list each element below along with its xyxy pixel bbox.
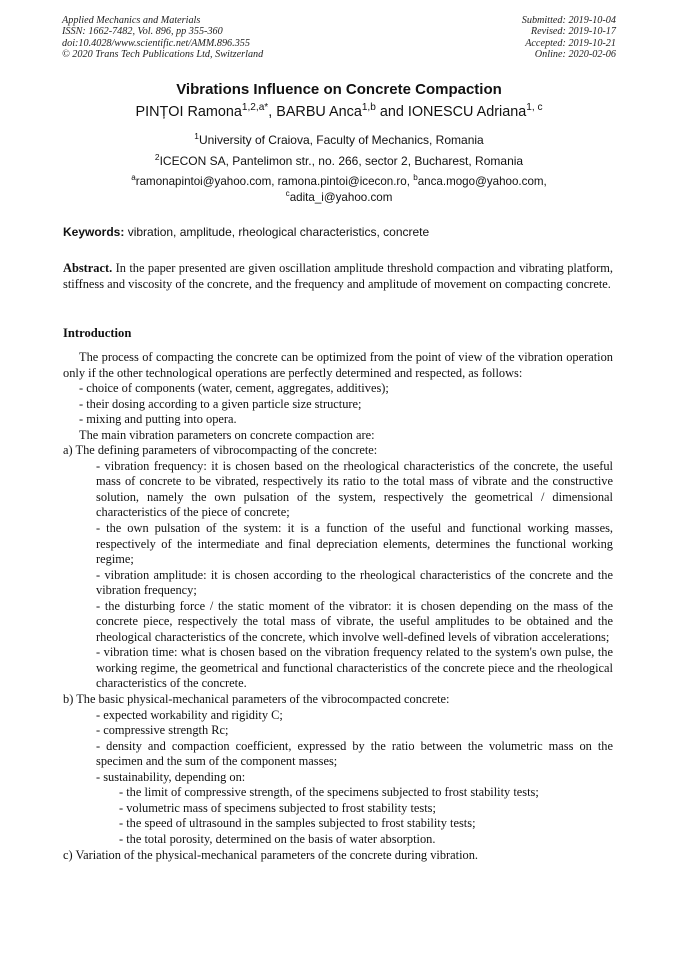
- email-marker: b: [413, 173, 418, 183]
- email-marker: c: [285, 189, 290, 199]
- author-2: BARBU Anca: [276, 104, 362, 120]
- keywords: [63, 225, 623, 239]
- submission-dates: [522, 15, 616, 60]
- list-item: - expected workability and rigidity C;: [96, 707, 283, 722]
- section-heading-introduction: Introduction: [63, 326, 132, 340]
- author-2-affil: 1,b: [361, 102, 376, 114]
- sub-list-item: - the speed of ultrasound in the samples subjected to frost stability tests;: [119, 816, 476, 831]
- journal-copyright: © 2020 Trans Tech Publications Ltd, Switzerland: [62, 48, 264, 60]
- list-heading-b: b) The basic physical-mechanical parameters of the vibrocompacted concrete:: [63, 692, 450, 707]
- author-3: IONESCU Adriana: [407, 104, 527, 120]
- email-a[interactable]: ramonapintoi@yahoo.com, ramona.pintoi@icecon.ro,: [135, 175, 414, 188]
- list-item: - mixing and putting into opera.: [79, 412, 237, 427]
- author-sep: and: [375, 104, 408, 120]
- abstract: [63, 261, 613, 292]
- author-1-affil: 1,2,a*: [241, 102, 269, 114]
- affiliation-number: 1: [194, 131, 199, 141]
- journal-issn: ISSN: 1662-7482, Vol. 896, pp 355-360: [62, 26, 223, 38]
- author-1: PINȚOI Ramona: [135, 104, 242, 120]
- keywords-text: vibration, amplitude, rheological characteristics, concrete: [124, 225, 430, 239]
- author-3-affil: 1, c: [526, 102, 543, 114]
- list-item: - the disturbing force / the static moment of the vibrator: it is chosen depending on the mass of the concrete piece, respectively the total mass of vibrate, the useful amplitudes to be obtained and the rheological characteristics of the concrete, which involve well-defined levels of vibration accelerations;: [96, 598, 613, 644]
- sub-list-item: - the limit of compressive strength, of the specimens subjected to frost stability tests;: [119, 785, 539, 800]
- author-emails: [0, 174, 678, 206]
- paper-title: Vibrations Influence on Concrete Compaction: [176, 81, 502, 98]
- author-list: [0, 104, 678, 120]
- introduction-body: [63, 350, 613, 863]
- email-c[interactable]: adita_i@yahoo.com: [289, 191, 393, 204]
- affiliation-2: [0, 154, 678, 168]
- keywords-label: Keywords:: [63, 225, 125, 239]
- date-submitted: Submitted: 2019-10-04: [521, 15, 616, 26]
- affiliation-number: 2: [154, 152, 160, 162]
- list-item: - density and compaction coefficient, expressed by the ratio between the volumetric mass on the specimen and the sum of the component masses;: [96, 738, 613, 769]
- list-item: - vibration time: what is chosen based on the vibration frequency related to the system's own pulse, the working regime, the geometrical and functional characteristics of the concrete piece and the rheological characteristics of the concrete.: [96, 645, 613, 691]
- email-marker: a: [131, 173, 136, 183]
- list-item: - the own pulsation of the system: it is a function of the useful and functional working masses, respectively of the intermediate and final depreciation elements, determines the functional working regime;: [96, 521, 613, 567]
- affiliation-text: University of Craiova, Faculty of Mechanics, Romania: [198, 133, 484, 147]
- paragraph: The process of compacting the concrete can be optimized from the point of view of the vibration operation only if the other technological operations are perfectly determined and respected, as follows:: [63, 350, 613, 380]
- list-item: - sustainability, depending on:: [96, 769, 246, 784]
- list-item: - vibration frequency: it is chosen based on the rheological characteristics of the concrete, the useful mass of concrete to be vibrated, respectively its ratio to the total mass of vibrate and the constructive solution, namely the own pulsation of the system, respectively the geometrical / dimensional characteristics of the piece of concrete;: [96, 458, 613, 520]
- list-heading-c: c) Variation of the physical-mechanical parameters of the concrete during vibration.: [63, 847, 479, 862]
- date-accepted: Accepted: 2019-10-21: [525, 37, 616, 49]
- date-online: Online: 2020-02-06: [534, 48, 616, 60]
- list-item: - compressive strength Rc;: [96, 723, 229, 738]
- date-revised: Revised: 2019-10-17: [530, 26, 616, 38]
- affiliation-1: [0, 133, 678, 147]
- sub-list-item: - volumetric mass of specimens subjected to frost stability tests;: [119, 800, 436, 815]
- affiliation-text: ICECON SA, Pantelimon str., no. 266, sector 2, Bucharest, Romania: [159, 154, 524, 168]
- sub-list-item: - the total porosity, determined on the basis of water absorption.: [119, 831, 436, 846]
- email-b[interactable]: anca.mogo@yahoo.com,: [417, 175, 547, 188]
- list-item: - their dosing according to a given particle size structure;: [79, 396, 362, 411]
- list-item: - choice of components (water, cement, aggregates, additives);: [79, 381, 389, 396]
- list-item: - vibration amplitude: it is chosen according to the rheological characteristics of the concrete and the vibration frequency;: [96, 567, 613, 598]
- journal-info: [62, 15, 263, 60]
- abstract-label: Abstract.: [63, 261, 113, 275]
- journal-name: Applied Mechanics and Materials: [62, 15, 201, 26]
- list-heading-a: a) The defining parameters of vibrocompacting of the concrete:: [63, 443, 378, 458]
- paragraph: The main vibration parameters on concrete compaction are:: [79, 427, 375, 442]
- abstract-text: In the paper presented are given oscillation amplitude threshold compaction and vibrating platform, stiffness and viscosity of the concrete, and the frequency and amplitude of movement on compacting concrete.: [63, 261, 613, 291]
- journal-doi: doi:10.4028/www.scientific.net/AMM.896.355: [62, 37, 250, 49]
- author-sep: ,: [268, 104, 277, 120]
